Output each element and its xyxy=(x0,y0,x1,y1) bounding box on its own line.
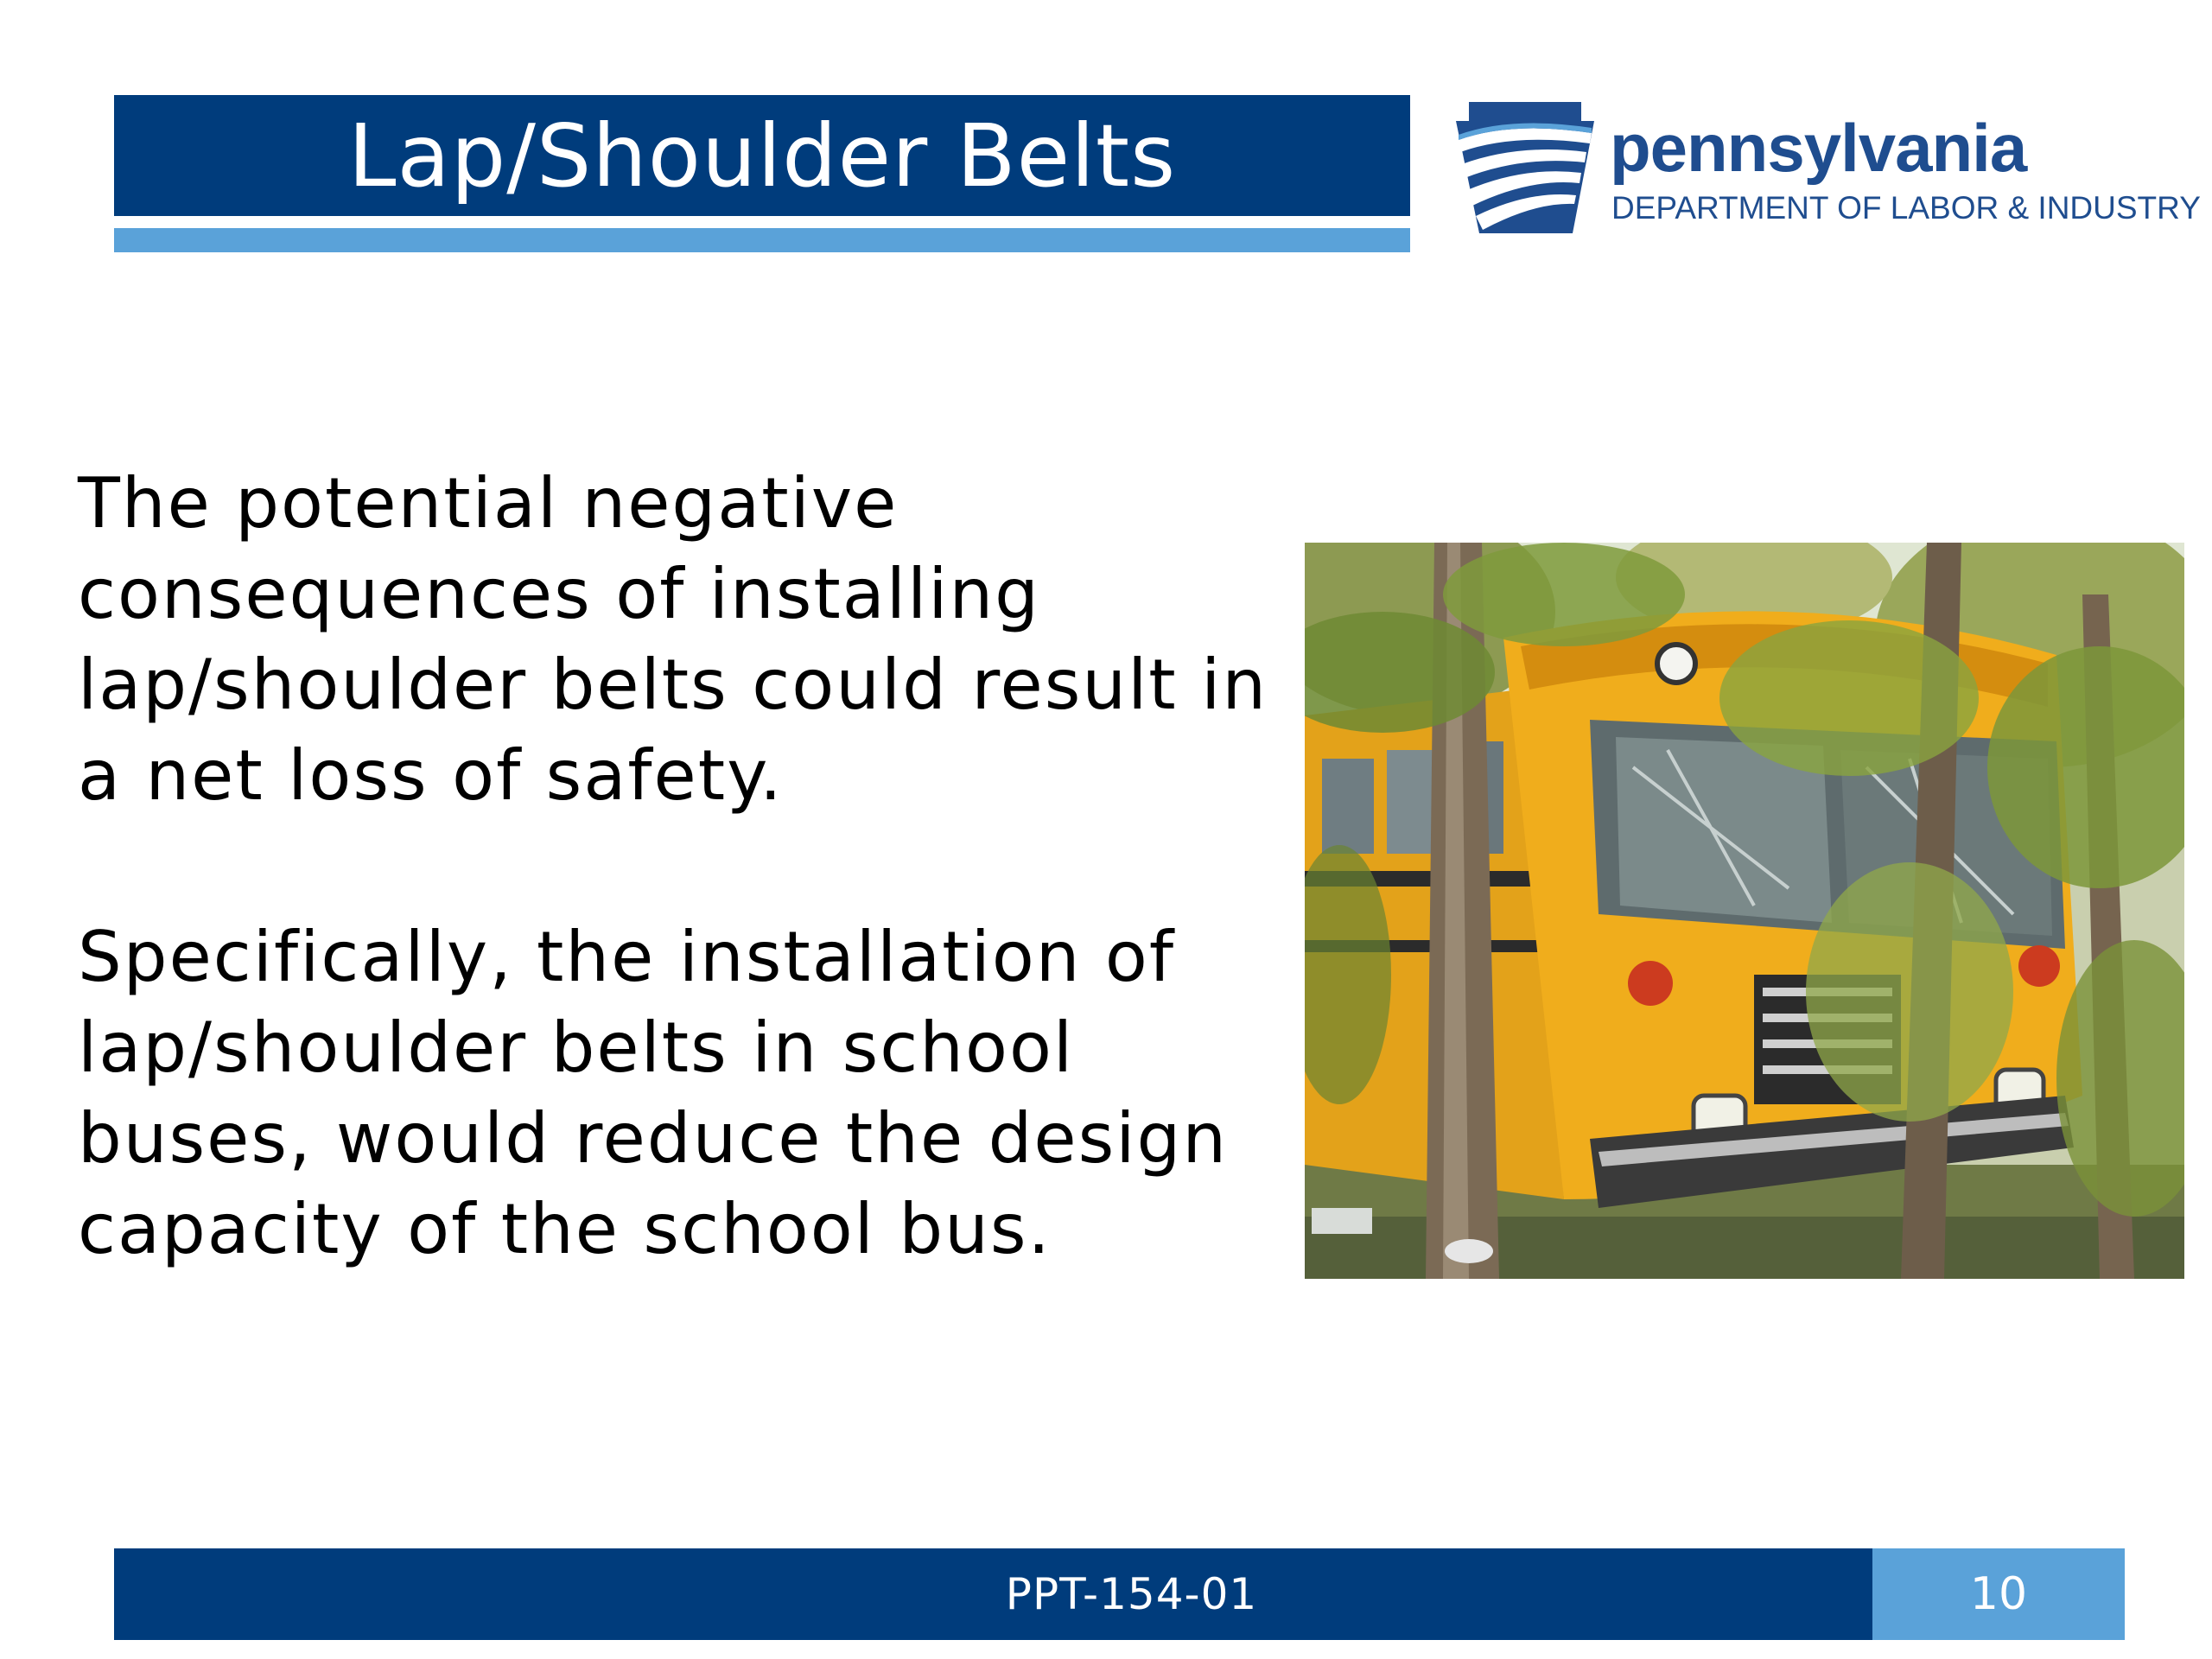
logo-department: DEPARTMENT OF LABOR & INDUSTRY xyxy=(1611,190,2201,226)
title-underline xyxy=(114,228,1410,252)
footer-bar xyxy=(114,1548,1872,1640)
keystone-logo-icon xyxy=(1452,95,1599,242)
slide-title: Lap/Shoulder Belts xyxy=(347,105,1177,207)
crashed-school-bus-photo xyxy=(1305,543,2184,1279)
page-number xyxy=(1872,1548,2125,1640)
footer-code: PPT-154-01 xyxy=(1005,1569,1258,1619)
paragraph-2: Specifically, the installation of lap/shoulder belts in school buses, would reduce the design capacity of the school bus. xyxy=(78,917,1229,1269)
bus-photo-illustration xyxy=(1305,543,2184,1279)
logo-name: pennsylvania xyxy=(1610,110,2027,186)
paragraph-1: The potential negative consequences of installing lap/shoulder belts could result in a net loss of safety. xyxy=(78,463,1268,816)
page-number-label: 10 xyxy=(1969,1568,2028,1620)
pa-dli-logo xyxy=(1452,95,2201,246)
body-text xyxy=(78,458,1287,1365)
title-bar xyxy=(114,95,1410,216)
